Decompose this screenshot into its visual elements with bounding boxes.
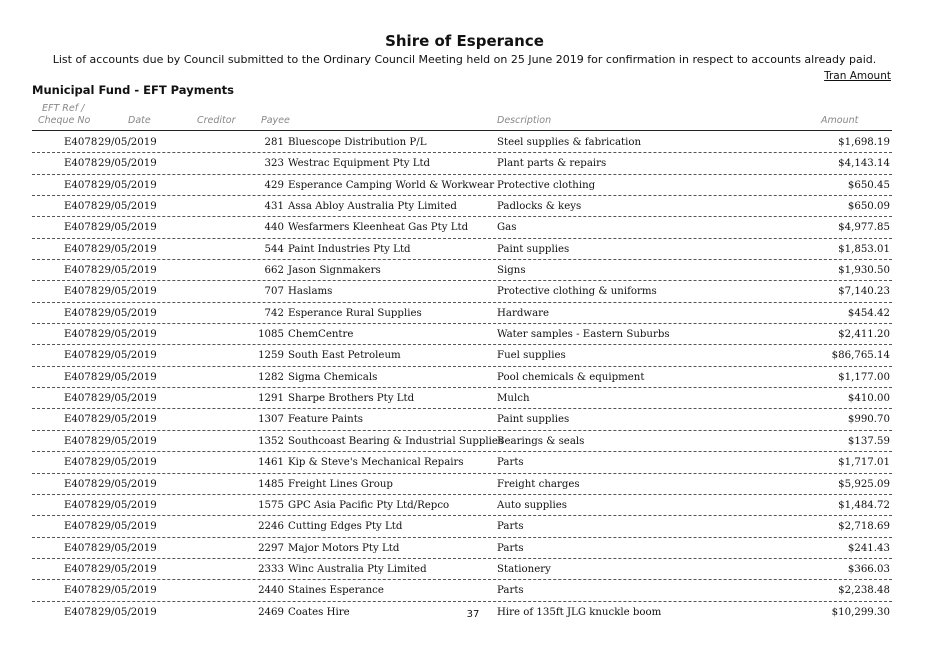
column-header-date: Date xyxy=(128,115,151,126)
table-row xyxy=(32,452,892,473)
cell-amount: $2,718.69 xyxy=(838,521,890,533)
cell-date: 29/05/2019 xyxy=(98,286,157,298)
cell-creditor: 431 xyxy=(264,201,284,213)
cell-payee: Bluescope Distribution P/L xyxy=(288,137,427,148)
document-title: Shire of Esperance xyxy=(385,32,544,50)
cell-payee: Kip & Steve's Mechanical Repairs xyxy=(288,457,464,469)
cell-payee: Haslams xyxy=(288,286,333,298)
table-row xyxy=(32,303,892,324)
cell-creditor: 2246 xyxy=(258,521,284,533)
header-rule xyxy=(32,130,892,131)
cell-ref: E4078 xyxy=(64,585,98,597)
cell-description: Water samples - Eastern Suburbs xyxy=(497,329,670,341)
table-row xyxy=(32,409,892,430)
cell-ref: E4078 xyxy=(64,393,98,405)
table-row xyxy=(32,495,892,516)
cell-ref: E4078 xyxy=(64,286,98,298)
cell-payee: Paint Industries Pty Ltd xyxy=(288,243,411,255)
cell-creditor: 1307 xyxy=(258,414,284,426)
cell-payee: Westrac Equipment Pty Ltd xyxy=(288,158,431,170)
cell-ref: E4078 xyxy=(64,222,98,234)
cell-description: Auto supplies xyxy=(497,499,567,511)
cell-creditor: 1352 xyxy=(258,435,284,447)
table-row xyxy=(32,260,892,281)
cell-payee: Southcoast Bearing & Industrial Supplies xyxy=(288,435,504,447)
cell-payee: South East Petroleum xyxy=(288,350,401,362)
cell-amount: $7,140.23 xyxy=(838,286,890,298)
cell-payee: ChemCentre xyxy=(288,329,354,341)
cell-payee: Jason Signmakers xyxy=(288,265,381,277)
cell-description: Parts xyxy=(497,542,524,554)
cell-payee: Sigma Chemicals xyxy=(288,371,378,383)
table-row xyxy=(32,324,892,345)
cell-amount: $1,698.19 xyxy=(838,137,890,148)
cell-payee: Freight Lines Group xyxy=(288,478,393,490)
page-number: 37 xyxy=(466,609,480,620)
cell-ref: E4078 xyxy=(64,329,98,341)
table-row xyxy=(32,559,892,580)
column-header-ref-line1: EFT Ref / xyxy=(42,103,85,114)
table-row xyxy=(32,580,892,601)
cell-description: Fuel supplies xyxy=(497,350,566,362)
cell-creditor: 544 xyxy=(264,243,284,255)
cell-creditor: 429 xyxy=(264,179,284,191)
cell-date: 29/05/2019 xyxy=(98,414,157,426)
cell-ref: E4078 xyxy=(64,243,98,255)
cell-creditor: 281 xyxy=(264,137,284,148)
table-row xyxy=(32,196,892,217)
cell-amount: $1,853.01 xyxy=(838,243,890,255)
cell-date: 29/05/2019 xyxy=(98,585,157,597)
cell-date: 29/05/2019 xyxy=(98,563,157,575)
table-row xyxy=(32,345,892,366)
cell-amount: $137.59 xyxy=(847,435,890,447)
cell-description: Gas xyxy=(497,222,517,234)
cell-description: Stationery xyxy=(497,563,551,575)
cell-amount: $650.09 xyxy=(847,201,890,213)
cell-ref: E4078 xyxy=(64,307,98,319)
cell-payee: Wesfarmers Kleenheat Gas Pty Ltd xyxy=(288,222,469,234)
cell-amount: $1,177.00 xyxy=(838,371,890,383)
table-row xyxy=(32,217,892,238)
cell-date: 29/05/2019 xyxy=(98,393,157,405)
table-row xyxy=(32,516,892,537)
column-header-payee: Payee xyxy=(261,115,290,126)
cell-amount: $86,765.14 xyxy=(831,350,890,362)
cell-creditor: 2469 xyxy=(258,606,284,618)
table-row xyxy=(32,388,892,409)
cell-description: Freight charges xyxy=(497,478,580,490)
cell-creditor: 1259 xyxy=(258,350,284,362)
cell-date: 29/05/2019 xyxy=(98,499,157,511)
cell-date: 29/05/2019 xyxy=(98,478,157,490)
cell-creditor: 1485 xyxy=(258,478,284,490)
column-header-creditor: Creditor xyxy=(197,115,236,126)
column-header-ref-line2: Cheque No xyxy=(38,115,91,126)
cell-description: Steel supplies & fabrication xyxy=(497,137,642,148)
cell-ref: E4078 xyxy=(64,542,98,554)
cell-amount: $1,484.72 xyxy=(838,499,890,511)
cell-date: 29/05/2019 xyxy=(98,307,157,319)
table-row xyxy=(32,474,892,495)
cell-description: Plant parts & repairs xyxy=(497,158,607,170)
cell-description: Padlocks & keys xyxy=(497,201,582,213)
cell-date: 29/05/2019 xyxy=(98,201,157,213)
cell-date: 29/05/2019 xyxy=(98,179,157,191)
table-row xyxy=(32,153,892,174)
cell-date: 29/05/2019 xyxy=(98,137,157,148)
cell-creditor: 662 xyxy=(264,265,284,277)
cell-amount: $4,977.85 xyxy=(838,222,890,234)
cell-description: Mulch xyxy=(497,393,530,405)
cell-description: Hardware xyxy=(497,307,550,319)
payments-table xyxy=(32,132,892,622)
cell-payee: Esperance Camping World & Workwear xyxy=(288,179,495,191)
cell-creditor: 1461 xyxy=(258,457,284,469)
cell-amount: $1,717.01 xyxy=(838,457,890,469)
cell-date: 29/05/2019 xyxy=(98,350,157,362)
cell-ref: E4078 xyxy=(64,563,98,575)
cell-description: Parts xyxy=(497,521,524,533)
cell-payee: GPC Asia Pacific Pty Ltd/Repco xyxy=(288,499,450,511)
cell-date: 29/05/2019 xyxy=(98,265,157,277)
column-header-description: Description xyxy=(497,115,552,126)
cell-ref: E4078 xyxy=(64,371,98,383)
cell-description: Protective clothing xyxy=(497,179,596,191)
cell-ref: E4078 xyxy=(64,414,98,426)
cell-date: 29/05/2019 xyxy=(98,521,157,533)
cell-creditor: 2297 xyxy=(258,542,284,554)
cell-date: 29/05/2019 xyxy=(98,158,157,170)
cell-date: 29/05/2019 xyxy=(98,371,157,383)
tran-amount-label: Tran Amount xyxy=(824,70,891,82)
table-row xyxy=(32,175,892,196)
cell-date: 29/05/2019 xyxy=(98,329,157,341)
document-subtitle: List of accounts due by Council submitted to the Ordinary Council Meeting held on 25 June 2019 for confirmation in respect to accounts already paid. xyxy=(52,53,877,66)
cell-ref: E4078 xyxy=(64,435,98,447)
cell-amount: $241.43 xyxy=(847,542,890,554)
cell-creditor: 1282 xyxy=(258,371,284,383)
cell-description: Parts xyxy=(497,585,524,597)
cell-payee: Major Motors Pty Ltd xyxy=(288,542,400,554)
cell-ref: E4078 xyxy=(64,478,98,490)
cell-amount: $990.70 xyxy=(847,414,890,426)
cell-payee: Winc Australia Pty Limited xyxy=(288,563,427,575)
cell-creditor: 2333 xyxy=(258,563,284,575)
cell-amount: $10,299.30 xyxy=(831,606,890,618)
cell-ref: E4078 xyxy=(64,158,98,170)
table-row xyxy=(32,132,892,153)
cell-payee: Feature Paints xyxy=(288,414,364,426)
cell-description: Paint supplies xyxy=(497,243,570,255)
cell-ref: E4078 xyxy=(64,521,98,533)
cell-description: Protective clothing & uniforms xyxy=(497,286,657,298)
table-row xyxy=(32,281,892,302)
cell-date: 29/05/2019 xyxy=(98,457,157,469)
cell-payee: Coates Hire xyxy=(288,606,350,618)
cell-amount: $2,238.48 xyxy=(838,585,890,597)
cell-ref: E4078 xyxy=(64,201,98,213)
cell-ref: E4078 xyxy=(64,350,98,362)
cell-ref: E4078 xyxy=(64,499,98,511)
cell-amount: $366.03 xyxy=(847,563,890,575)
column-header-amount: Amount xyxy=(821,115,859,126)
cell-ref: E4078 xyxy=(64,179,98,191)
cell-payee: Staines Esperance xyxy=(288,585,384,597)
cell-creditor: 1291 xyxy=(258,393,284,405)
cell-creditor: 323 xyxy=(264,158,284,170)
cell-creditor: 707 xyxy=(264,286,284,298)
cell-description: Bearings & seals xyxy=(497,435,585,447)
cell-creditor: 2440 xyxy=(258,585,284,597)
table-row xyxy=(32,367,892,388)
cell-ref: E4078 xyxy=(64,457,98,469)
cell-date: 29/05/2019 xyxy=(98,542,157,554)
cell-creditor: 742 xyxy=(264,307,284,319)
cell-ref: E4078 xyxy=(64,606,98,618)
cell-creditor: 1085 xyxy=(258,329,284,341)
table-row xyxy=(32,239,892,260)
cell-amount: $2,411.20 xyxy=(838,329,890,341)
cell-description: Parts xyxy=(497,457,524,469)
cell-description: Pool chemicals & equipment xyxy=(497,371,645,383)
cell-payee: Cutting Edges Pty Ltd xyxy=(288,521,403,533)
cell-amount: $410.00 xyxy=(847,393,890,405)
cell-description: Signs xyxy=(497,265,526,277)
cell-creditor: 440 xyxy=(264,222,284,234)
cell-amount: $4,143.14 xyxy=(838,158,890,170)
table-row xyxy=(32,538,892,559)
cell-date: 29/05/2019 xyxy=(98,606,157,618)
cell-amount: $650.45 xyxy=(847,179,890,191)
cell-amount: $1,930.50 xyxy=(838,265,890,277)
cell-date: 29/05/2019 xyxy=(98,435,157,447)
cell-payee: Assa Abloy Australia Pty Limited xyxy=(288,201,457,213)
cell-ref: E4078 xyxy=(64,137,98,148)
cell-description: Paint supplies xyxy=(497,414,570,426)
cell-date: 29/05/2019 xyxy=(98,243,157,255)
cell-creditor: 1575 xyxy=(258,499,284,511)
cell-amount: $5,925.09 xyxy=(838,478,890,490)
cell-date: 29/05/2019 xyxy=(98,222,157,234)
cell-ref: E4078 xyxy=(64,265,98,277)
table-row xyxy=(32,431,892,452)
cell-description: Hire of 135ft JLG knuckle boom xyxy=(497,606,662,618)
cell-payee: Esperance Rural Supplies xyxy=(288,307,422,319)
cell-amount: $454.42 xyxy=(847,307,890,319)
cell-payee: Sharpe Brothers Pty Ltd xyxy=(288,393,415,405)
section-title: Municipal Fund - EFT Payments xyxy=(32,83,235,97)
